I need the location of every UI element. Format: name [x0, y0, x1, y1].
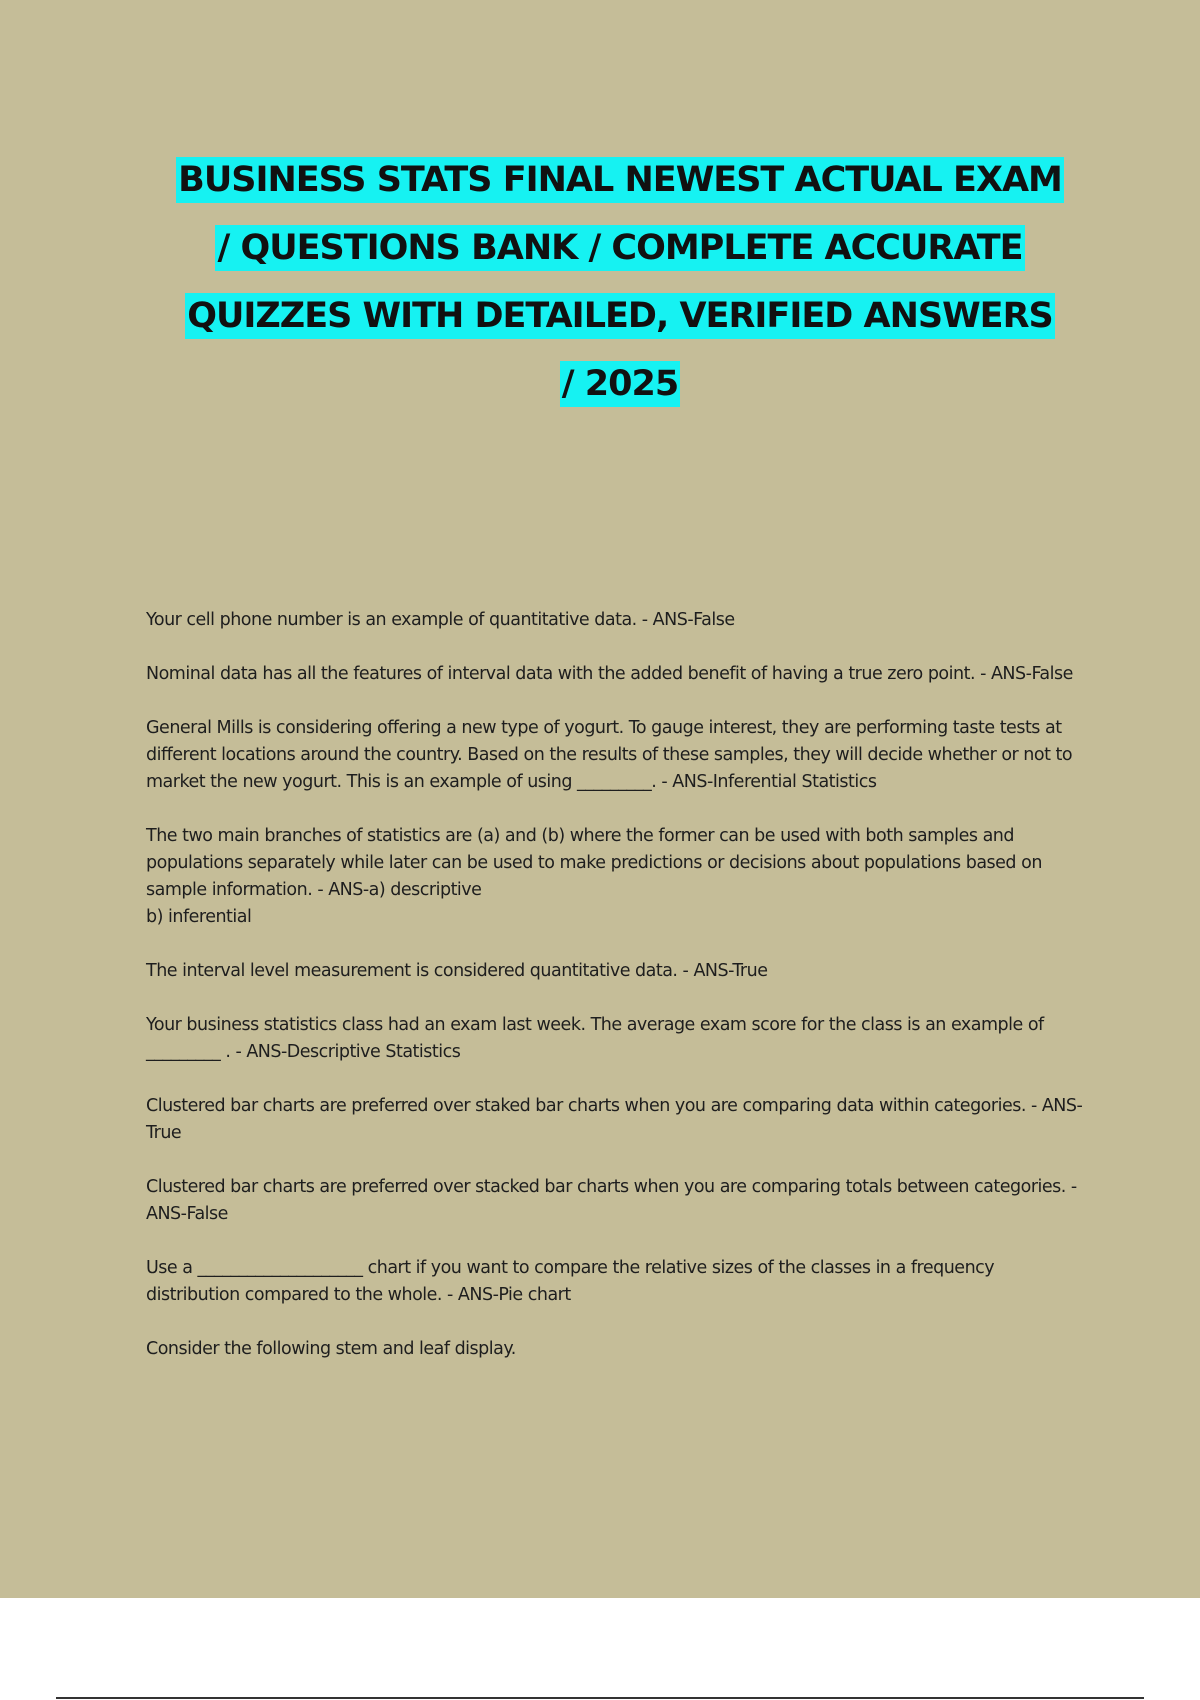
question-answer-item: Your cell phone number is an example of quantitative data. - ANS-False [146, 610, 735, 630]
question-answer-item: General Mills is considering offering a new type of yogurt. To gauge interest, they are performing taste tests at different locations around the country. Based on the results of these samples, they will decide whether or not to market the new yogurt. This is an example of using _________. - ANS-Inferential Statistics [146, 718, 1073, 792]
question-answer-item: Consider the following stem and leaf display. [146, 1339, 516, 1359]
question-answer-item: The interval level measurement is considered quantitative data. - ANS-True [146, 961, 768, 981]
question-answer-item: The two main branches of statistics are (a) and (b) where the former can be used with both samples and populations separately while later can be used to make predictions or decisions about populations based on sample information. - ANS-a) descriptive b) inferential [146, 826, 1042, 927]
title-line: / 2025 [140, 350, 1100, 418]
title-line: BUSINESS STATS FINAL NEWEST ACTUAL EXAM [140, 146, 1100, 214]
document-title [140, 146, 1100, 418]
title-line: QUIZZES WITH DETAILED, VERIFIED ANSWERS [140, 282, 1100, 350]
question-answer-list [146, 607, 1086, 1390]
question-answer-item: Nominal data has all the features of interval data with the added benefit of having a true zero point. - ANS-False [146, 664, 1073, 684]
title-line: / QUESTIONS BANK / COMPLETE ACCURATE [140, 214, 1100, 282]
question-answer-item: Clustered bar charts are preferred over stacked bar charts when you are comparing totals between categories. - ANS-False [146, 1177, 1077, 1224]
question-answer-item: Use a ____________________ chart if you want to compare the relative sizes of the classes in a frequency distribution compared to the whole. - ANS-Pie chart [146, 1258, 995, 1305]
footer-divider [56, 1697, 1144, 1699]
question-answer-item: Your business statistics class had an exam last week. The average exam score for the class is an example of _________ . - ANS-Descriptive Statistics [146, 1015, 1044, 1062]
question-answer-item: Clustered bar charts are preferred over staked bar charts when you are comparing data within categories. - ANS-True [146, 1096, 1083, 1143]
